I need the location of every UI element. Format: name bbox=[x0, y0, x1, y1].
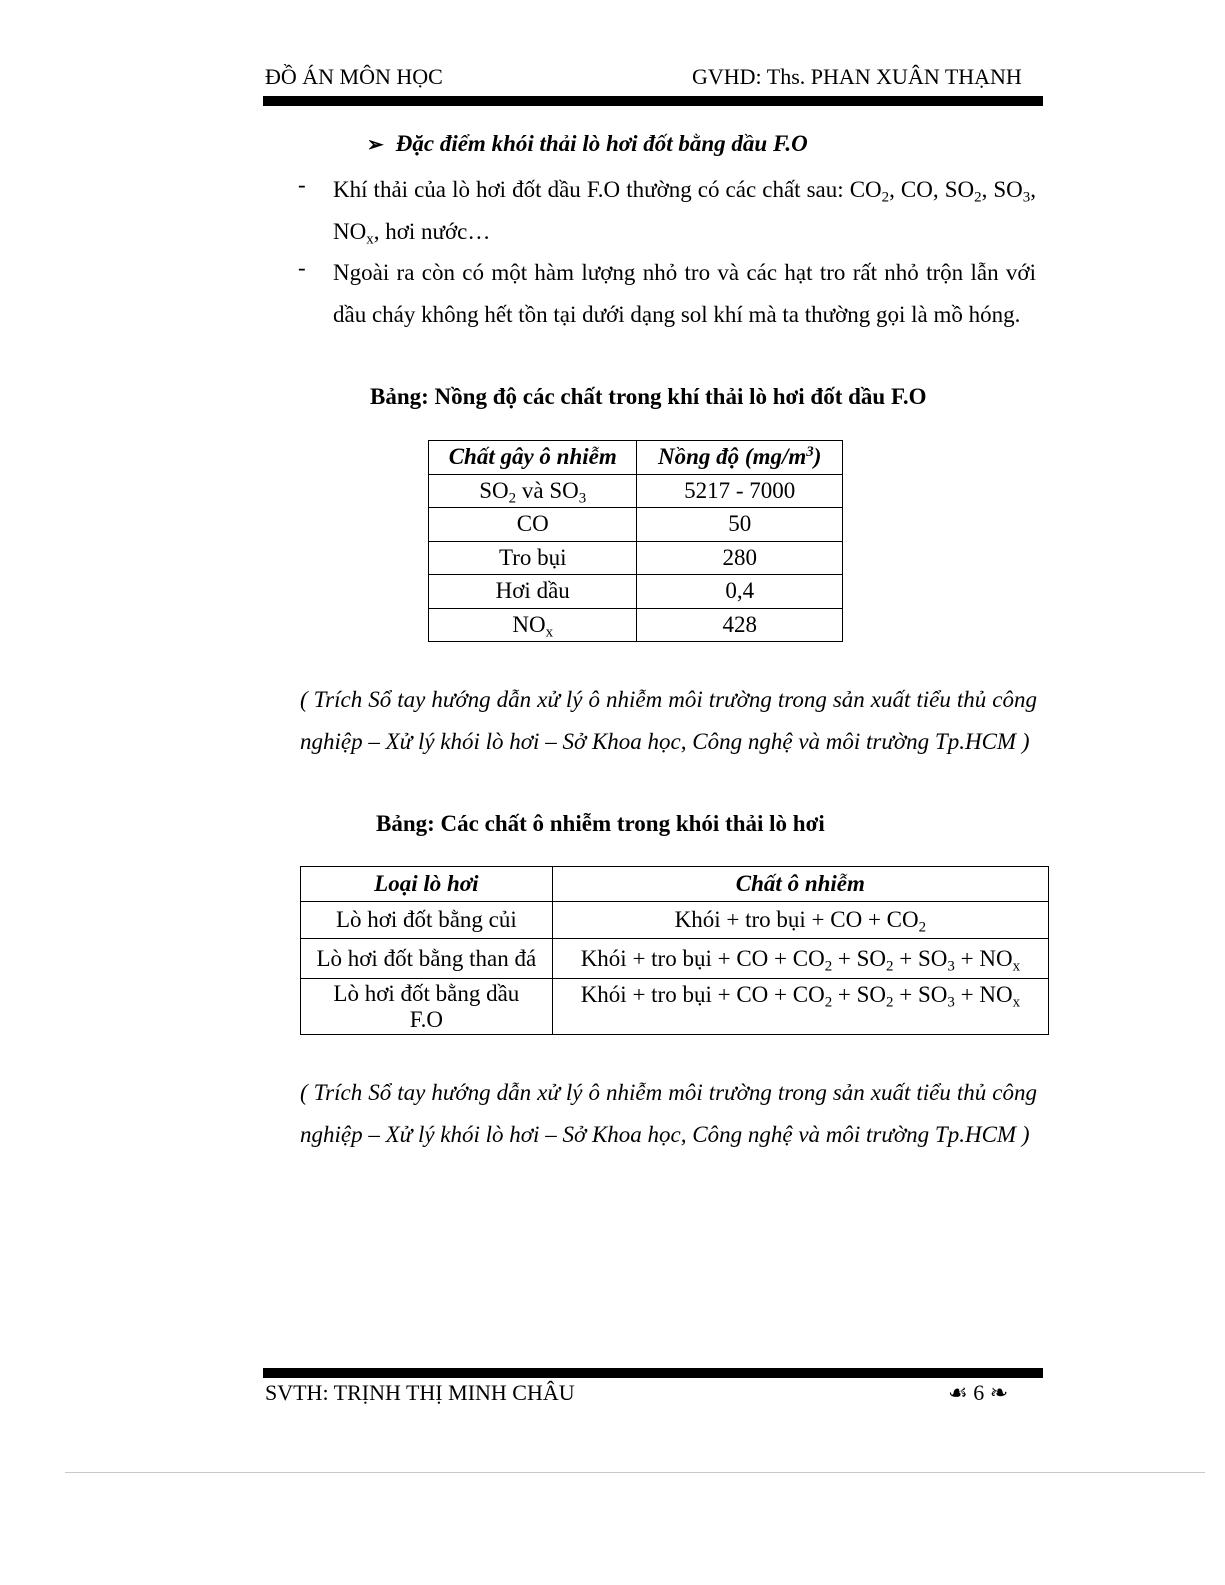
citation-source-1: ( Trích Sổ tay hướng dẫn xử lý ô nhiễm môi trường trong sản xuất tiểu thủ công nghiệp – Xử lý khói lò hơi – Sở Khoa học, Công nghệ và môi trường Tp.HCM ) bbox=[300, 687, 1037, 754]
boiler-type-cell: Lò hơi đốt bằng dầu F.O bbox=[301, 979, 553, 1035]
paragraph-soot: Ngoài ra còn có một hàm lượng nhỏ tro và các hạt tro rất nhỏ trộn lẫn với dầu cháy không hết tồn tại dưới dạng sol khí mà ta thường gọi là mồ hóng. bbox=[333, 260, 1036, 327]
citation-source-2: ( Trích Sổ tay hướng dẫn xử lý ô nhiễm môi trường trong sản xuất tiểu thủ công nghiệp – Xử lý khói lò hơi – Sở Khoa học, Công nghệ và môi trường Tp.HCM ) bbox=[300, 1080, 1037, 1147]
concentration-cell: 428 bbox=[637, 608, 843, 642]
pollutant-cell: Hơi dầu bbox=[429, 575, 637, 609]
pollutant-cell: Tro bụi bbox=[429, 541, 637, 575]
concentration-cell: 5217 - 7000 bbox=[637, 474, 843, 508]
concentration-cell: 50 bbox=[637, 508, 843, 542]
pollutant-cell: $NO_x$ bbox=[429, 608, 637, 642]
table-row bbox=[429, 508, 843, 542]
list-dash: - bbox=[298, 255, 306, 280]
footer-rule bbox=[263, 1368, 1043, 1378]
table-row bbox=[429, 575, 843, 609]
page-divider bbox=[65, 1472, 1205, 1473]
boiler-type-cell: Lò hơi đốt bằng than đá bbox=[301, 939, 553, 979]
page-number-block bbox=[948, 1380, 1008, 1406]
table-row bbox=[301, 939, 1049, 979]
list-dash: - bbox=[298, 172, 306, 197]
pollutants-cell: Khói + tro bụi + CO + $CO_2$ bbox=[552, 902, 1048, 939]
section-heading-text: Đặc điểm khói thải lò hơi đốt bằng dầu F.O bbox=[395, 131, 808, 156]
table-row bbox=[301, 902, 1049, 939]
table-row bbox=[429, 608, 843, 642]
fleuron-right-icon: ❧ bbox=[989, 1380, 1009, 1405]
table1-caption: Bảng: Nồng độ các chất trong khí thải lò hơi đốt dầu F.O bbox=[370, 384, 927, 409]
paragraph-flue-gas: Khí thải của lò hơi đốt dầu F.O thường có các chất sau: $CO_2$, CO, $SO_2$, $SO_3$, $NO_x$, hơi nước… bbox=[333, 177, 1036, 247]
fleuron-left-icon: ☙ bbox=[948, 1380, 968, 1405]
table1-header-pollutant: Chất gây ô nhiễm bbox=[429, 441, 637, 475]
boiler-pollutants-table bbox=[300, 866, 1049, 1035]
table1-header-concentration: Nồng độ $(mg/m^3)$ bbox=[637, 441, 843, 475]
concentration-cell: 280 bbox=[637, 541, 843, 575]
table2-caption: Bảng: Các chất ô nhiễm trong khói thải lò hơi bbox=[376, 811, 825, 836]
header-left: ĐỒ ÁN MÔN HỌC bbox=[265, 64, 443, 89]
page-number: 6 bbox=[973, 1380, 985, 1405]
table-row bbox=[429, 541, 843, 575]
table-row bbox=[429, 474, 843, 508]
pollutant-cell: CO bbox=[429, 508, 637, 542]
table-row bbox=[301, 979, 1049, 1035]
header-right: GVHD: Ths. PHAN XUÂN THẠNH bbox=[692, 64, 1022, 89]
pollutant-cell: $SO_2$ và $SO_3$ bbox=[429, 474, 637, 508]
pollutants-cell: Khói + tro bụi + CO + $CO_2 + SO_2 + SO_3 + NO_x$ bbox=[552, 979, 1048, 1035]
arrow-bullet-icon: ➢ bbox=[367, 134, 384, 156]
table2-header-pollutants: Chất ô nhiễm bbox=[552, 867, 1048, 902]
concentration-cell: 0,4 bbox=[637, 575, 843, 609]
header-rule bbox=[263, 96, 1043, 106]
pollutants-cell: Khói + tro bụi + CO + $CO_2 + SO_2 + SO_3 + NO_x$ bbox=[552, 939, 1048, 979]
pollutant-concentration-table bbox=[428, 440, 843, 642]
boiler-type-cell: Lò hơi đốt bằng củi bbox=[301, 902, 553, 939]
section-heading bbox=[367, 131, 808, 157]
footer-author: SVTH: TRỊNH THỊ MINH CHÂU bbox=[265, 1380, 575, 1405]
table2-header-boiler-type: Loại lò hơi bbox=[301, 867, 553, 902]
